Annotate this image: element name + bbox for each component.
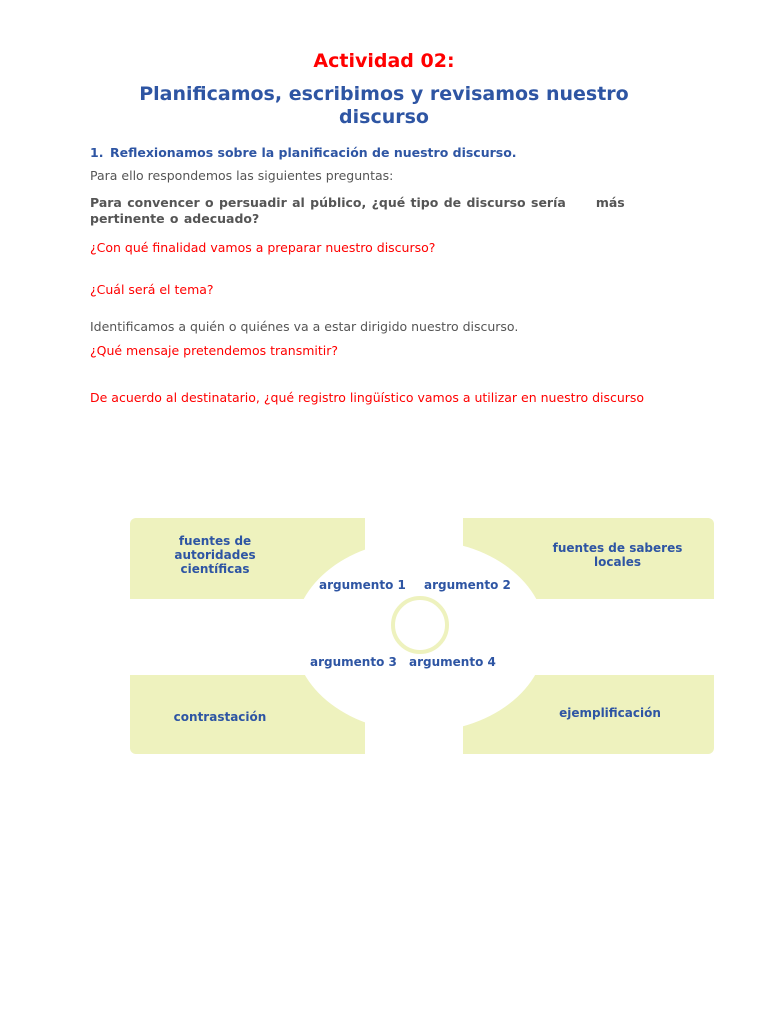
question-message: ¿Qué mensaje pretendemos transmitir? [90, 343, 339, 358]
argument-4-label: argumento 4 [409, 655, 496, 669]
question-register: De acuerdo al destinatario, ¿qué registro lingüístico vamos a utilizar en nuestro discurso [90, 390, 645, 405]
audience-text: Identificamos a quién o quiénes va a estar dirigido nuestro discurso. [90, 319, 519, 334]
activity-title: Actividad 02: [313, 50, 455, 72]
page-title: Planificamos, escribimos y revisamos nuestro discurso [139, 83, 629, 128]
argument-1-label: argumento 1 [319, 578, 406, 592]
question-part-1: Para convencer o persuadir al público, ¿qué tipo de discurso sería [90, 195, 566, 210]
section-heading-text: Reflexionamos sobre la planificación de nuestro discurso. [110, 145, 517, 160]
quadrant-label-bottom-right: ejemplificación [559, 706, 661, 720]
argument-3-label: argumento 3 [310, 655, 397, 669]
quadrant-label-top-right: fuentes de saberes locales [552, 541, 683, 569]
argument-2-label: argumento 2 [424, 578, 511, 592]
section-number: 1. [90, 145, 104, 160]
question-purpose: ¿Con qué finalidad vamos a preparar nuestro discurso? [90, 240, 436, 255]
quadrant-label-bottom-left: contrastación [173, 710, 267, 724]
intro-text: Para ello respondemos las siguientes preguntas: [90, 168, 394, 183]
quadrant-label-top-left: fuentes de autoridades científicas [174, 534, 256, 576]
question-topic: ¿Cuál será el tema? [90, 282, 214, 297]
question-part-2: más pertinente o adecuado? [90, 195, 625, 226]
